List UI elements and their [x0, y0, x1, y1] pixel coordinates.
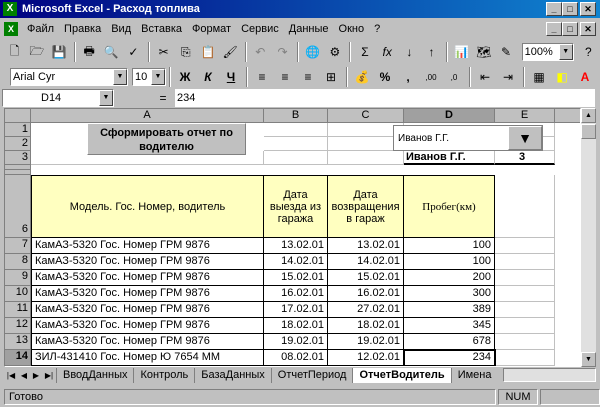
- col-header-c[interactable]: C: [328, 109, 404, 123]
- merge-center-icon[interactable]: ⊞: [325, 70, 337, 84]
- table-cell-a[interactable]: КамАЗ-5320 Гос. Номер ГРМ 9876: [31, 238, 264, 254]
- table-cell-c[interactable]: 16.02.01: [328, 286, 404, 302]
- menu-help[interactable]: ?: [374, 23, 381, 35]
- table-cell-e[interactable]: [495, 302, 555, 318]
- menu-edit[interactable]: Правка: [64, 23, 102, 35]
- header-mileage[interactable]: Пробег(км): [404, 175, 495, 238]
- excel-app-icon[interactable]: X: [3, 2, 17, 16]
- row-header[interactable]: 2: [5, 137, 31, 151]
- status-text: Готово: [4, 389, 496, 405]
- chevron-down-icon: ▼: [99, 90, 113, 106]
- formula-input[interactable]: 234: [175, 89, 595, 107]
- table-cell-c[interactable]: 19.02.01: [328, 334, 404, 350]
- menu-view[interactable]: Вид: [111, 23, 132, 35]
- table-cell-e[interactable]: [495, 350, 555, 366]
- font-color-icon[interactable]: A: [580, 70, 590, 84]
- table-cell-d[interactable]: 200: [404, 270, 495, 286]
- row-header[interactable]: 3: [5, 151, 31, 165]
- col-header-d[interactable]: D: [404, 109, 495, 123]
- align-right-icon[interactable]: ≡: [304, 70, 312, 84]
- table-cell-c[interactable]: 13.02.01: [328, 238, 404, 254]
- num-lock-indicator: NUM: [498, 389, 538, 405]
- redo-icon[interactable]: ↷: [277, 45, 288, 59]
- table-cell-d[interactable]: 345: [404, 318, 495, 334]
- select-all-corner[interactable]: [5, 109, 31, 123]
- table-cell-e[interactable]: [495, 318, 555, 334]
- row-header[interactable]: 11: [5, 302, 31, 318]
- autosum-icon[interactable]: Σ: [361, 45, 369, 59]
- last-sheet-icon[interactable]: ▶|: [44, 370, 54, 380]
- title-bar: [0, 0, 600, 18]
- map-icon[interactable]: 🗺: [476, 45, 492, 59]
- tab-kontrol[interactable]: Контроль: [133, 368, 194, 383]
- function-icon[interactable]: fx: [382, 45, 392, 59]
- status-panel: [540, 389, 600, 405]
- row-header[interactable]: 12: [5, 318, 31, 334]
- doc-close-button[interactable]: ✕: [580, 22, 596, 36]
- align-center-icon[interactable]: ≡: [281, 70, 289, 84]
- tab-baza-dannyh[interactable]: БазаДанных: [194, 368, 271, 383]
- table-cell-c[interactable]: 27.02.01: [328, 302, 404, 318]
- header-model[interactable]: Модель. Гос. Номер, водитель: [31, 175, 264, 238]
- horizontal-scrollbar[interactable]: [503, 368, 596, 382]
- row-header[interactable]: 1: [5, 123, 31, 137]
- undo-icon[interactable]: ↶: [255, 45, 266, 59]
- table-cell-b[interactable]: 08.02.01: [264, 350, 328, 366]
- underline-button[interactable]: Ч: [226, 70, 236, 84]
- doc-minimize-button[interactable]: _: [546, 22, 562, 36]
- currency-icon[interactable]: 💰: [354, 70, 370, 84]
- percent-button[interactable]: %: [379, 70, 391, 84]
- table-cell-a[interactable]: КамАЗ-5320 Гос. Номер ГРМ 9876: [31, 254, 264, 270]
- header-return[interactable]: Дата возвращения в гараж: [328, 175, 404, 238]
- table-cell-a[interactable]: КамАЗ-5320 Гос. Номер ГРМ 9876: [31, 334, 264, 350]
- fill-color-icon[interactable]: ◧: [556, 70, 568, 84]
- table-cell-d[interactable]: 300: [404, 286, 495, 302]
- tab-otchet-period[interactable]: ОтчетПериод: [271, 368, 353, 383]
- formatting-toolbar: [0, 64, 600, 90]
- sort-descending-icon[interactable]: ↑: [428, 45, 435, 59]
- sort-ascending-icon[interactable]: ↓: [406, 45, 413, 59]
- table-cell-b[interactable]: 13.02.01: [264, 238, 328, 254]
- row-header[interactable]: 6: [5, 175, 31, 238]
- spelling-icon[interactable]: ✓: [128, 45, 139, 59]
- table-cell-d[interactable]: 234: [404, 350, 495, 366]
- window-title: Microsoft Excel - Расход топлива: [22, 3, 200, 15]
- menu-format[interactable]: Формат: [192, 23, 232, 35]
- increase-indent-icon[interactable]: ⇥: [502, 70, 514, 84]
- doc-restore-button[interactable]: □: [562, 22, 578, 36]
- table-cell-b[interactable]: 14.02.01: [264, 254, 328, 270]
- name-box[interactable]: D14 ▼: [2, 89, 114, 107]
- row-header[interactable]: 9: [5, 270, 31, 286]
- table-cell-d[interactable]: 389: [404, 302, 495, 318]
- prev-sheet-icon[interactable]: ◀: [20, 370, 28, 380]
- font-size-select[interactable]: 10 ▼: [132, 68, 166, 86]
- menu-data[interactable]: Данные: [288, 23, 329, 35]
- table-cell-b[interactable]: 19.02.01: [264, 334, 328, 350]
- driver-select[interactable]: Иванов Г.Г. ▼: [393, 125, 543, 151]
- maximize-button[interactable]: □: [562, 2, 578, 16]
- sheet-tab-bar: [4, 367, 596, 383]
- chart-wizard-icon[interactable]: 📊: [454, 45, 470, 59]
- row-header[interactable]: 14: [5, 350, 31, 366]
- tab-vvod-dannyh[interactable]: ВводДанных: [56, 368, 133, 383]
- paste-icon[interactable]: 📋: [200, 45, 216, 59]
- minimize-button[interactable]: _: [546, 2, 562, 16]
- row-header[interactable]: 10: [5, 286, 31, 302]
- new-document-icon[interactable]: 🗋: [9, 43, 20, 58]
- col-header-e[interactable]: E: [495, 109, 555, 123]
- drawing-icon[interactable]: ✎: [500, 45, 512, 59]
- font-name-select[interactable]: Arial Cyr ▼: [10, 68, 128, 86]
- table-cell-a[interactable]: ЗИЛ-431410 Гос. Номер Ю 7654 ММ: [31, 350, 264, 366]
- comma-button[interactable]: ,: [406, 70, 410, 84]
- print-icon[interactable]: 🖶: [83, 43, 95, 58]
- header-departure[interactable]: Дата выезда из гаража: [264, 175, 328, 238]
- decrease-decimal-button[interactable]: ,0: [450, 72, 458, 82]
- tab-imena[interactable]: Имена: [451, 368, 498, 383]
- driver-name-cell[interactable]: Иванов Г.Г.: [404, 151, 495, 165]
- borders-icon[interactable]: ▦: [533, 70, 545, 84]
- table-cell-b[interactable]: 17.02.01: [264, 302, 328, 318]
- vertical-scrollbar[interactable]: [581, 108, 596, 367]
- menu-bar: [0, 19, 600, 39]
- tab-otchet-voditel[interactable]: ОтчетВодитель: [352, 368, 450, 383]
- table-cell-b[interactable]: 16.02.01: [264, 286, 328, 302]
- hyperlink-icon[interactable]: 🌐: [305, 45, 321, 59]
- menu-file[interactable]: Файл: [27, 23, 55, 35]
- standard-toolbar: [0, 39, 600, 65]
- table-cell-c[interactable]: 18.02.01: [328, 318, 404, 334]
- print-preview-icon[interactable]: 🔍: [103, 45, 119, 59]
- table-cell-e[interactable]: [495, 286, 555, 302]
- table-cell-d[interactable]: 678: [404, 334, 495, 350]
- generate-report-button[interactable]: Сформировать отчет по водителю: [87, 123, 246, 155]
- row-header[interactable]: 8: [5, 254, 31, 270]
- format-painter-icon[interactable]: 🖌: [222, 45, 238, 59]
- col-header-a[interactable]: A: [31, 109, 264, 123]
- worksheet-grid[interactable]: [4, 108, 581, 367]
- increase-decimal-button[interactable]: ,00: [425, 72, 437, 82]
- table-cell-a[interactable]: КамАЗ-5320 Гос. Номер ГРМ 9876: [31, 270, 264, 286]
- zoom-select[interactable]: 100% ▼: [522, 43, 574, 61]
- table-cell-a[interactable]: КамАЗ-5320 Гос. Номер ГРМ 9876: [31, 318, 264, 334]
- menu-insert[interactable]: Вставка: [141, 23, 183, 35]
- web-toolbar-icon[interactable]: ⚙: [329, 45, 341, 59]
- table-cell-c[interactable]: 15.02.01: [328, 270, 404, 286]
- scroll-down-icon[interactable]: ▼: [581, 352, 596, 367]
- decrease-indent-icon[interactable]: ⇤: [479, 70, 491, 84]
- table-cell-e[interactable]: [495, 254, 555, 270]
- chevron-down-icon: ▼: [559, 44, 573, 60]
- driver-count-cell[interactable]: 3: [495, 151, 555, 165]
- menu-window[interactable]: Окно: [338, 23, 365, 35]
- dropdown-arrow-icon[interactable]: ▼: [508, 126, 542, 150]
- table-cell-e[interactable]: [495, 238, 555, 254]
- cut-icon[interactable]: ✂: [158, 45, 169, 59]
- table-cell-e[interactable]: [495, 270, 555, 286]
- table-cell-b[interactable]: 18.02.01: [264, 318, 328, 334]
- col-header-f[interactable]: [555, 109, 581, 123]
- formula-bar: [0, 88, 600, 108]
- table-cell-d[interactable]: 100: [404, 238, 495, 254]
- table-cell-a[interactable]: КамАЗ-5320 Гос. Номер ГРМ 9876: [31, 302, 264, 318]
- next-sheet-icon[interactable]: ▶: [32, 370, 40, 380]
- status-bar: [0, 386, 600, 407]
- col-header-b[interactable]: B: [264, 109, 328, 123]
- chevron-down-icon: ▼: [151, 69, 165, 85]
- table-cell-c[interactable]: 12.02.01: [328, 350, 404, 366]
- table-cell-c[interactable]: 14.02.01: [328, 254, 404, 270]
- table-cell-a[interactable]: КамАЗ-5320 Гос. Номер ГРМ 9876: [31, 286, 264, 302]
- italic-button[interactable]: К: [204, 70, 212, 84]
- menu-tools[interactable]: Сервис: [241, 23, 279, 35]
- equals-icon[interactable]: =: [159, 91, 167, 105]
- copy-icon[interactable]: ⎘: [180, 44, 191, 59]
- row-header[interactable]: 13: [5, 334, 31, 350]
- close-button[interactable]: ✕: [580, 2, 596, 16]
- save-icon[interactable]: 💾: [51, 45, 67, 59]
- first-sheet-icon[interactable]: |◀: [6, 370, 16, 380]
- table-cell-e[interactable]: [495, 334, 555, 350]
- scroll-up-icon[interactable]: ▲: [581, 108, 596, 123]
- scroll-thumb[interactable]: [581, 124, 596, 139]
- help-assistant-icon[interactable]: ?: [584, 45, 592, 59]
- align-left-icon[interactable]: ≡: [258, 70, 266, 84]
- chevron-down-icon: ▼: [113, 69, 127, 85]
- table-cell-b[interactable]: 15.02.01: [264, 270, 328, 286]
- workbook-icon[interactable]: X: [4, 22, 18, 36]
- bold-button[interactable]: Ж: [179, 70, 191, 84]
- row-header[interactable]: 7: [5, 238, 31, 254]
- open-folder-icon[interactable]: 🗁: [29, 43, 45, 58]
- table-cell-d[interactable]: 100: [404, 254, 495, 270]
